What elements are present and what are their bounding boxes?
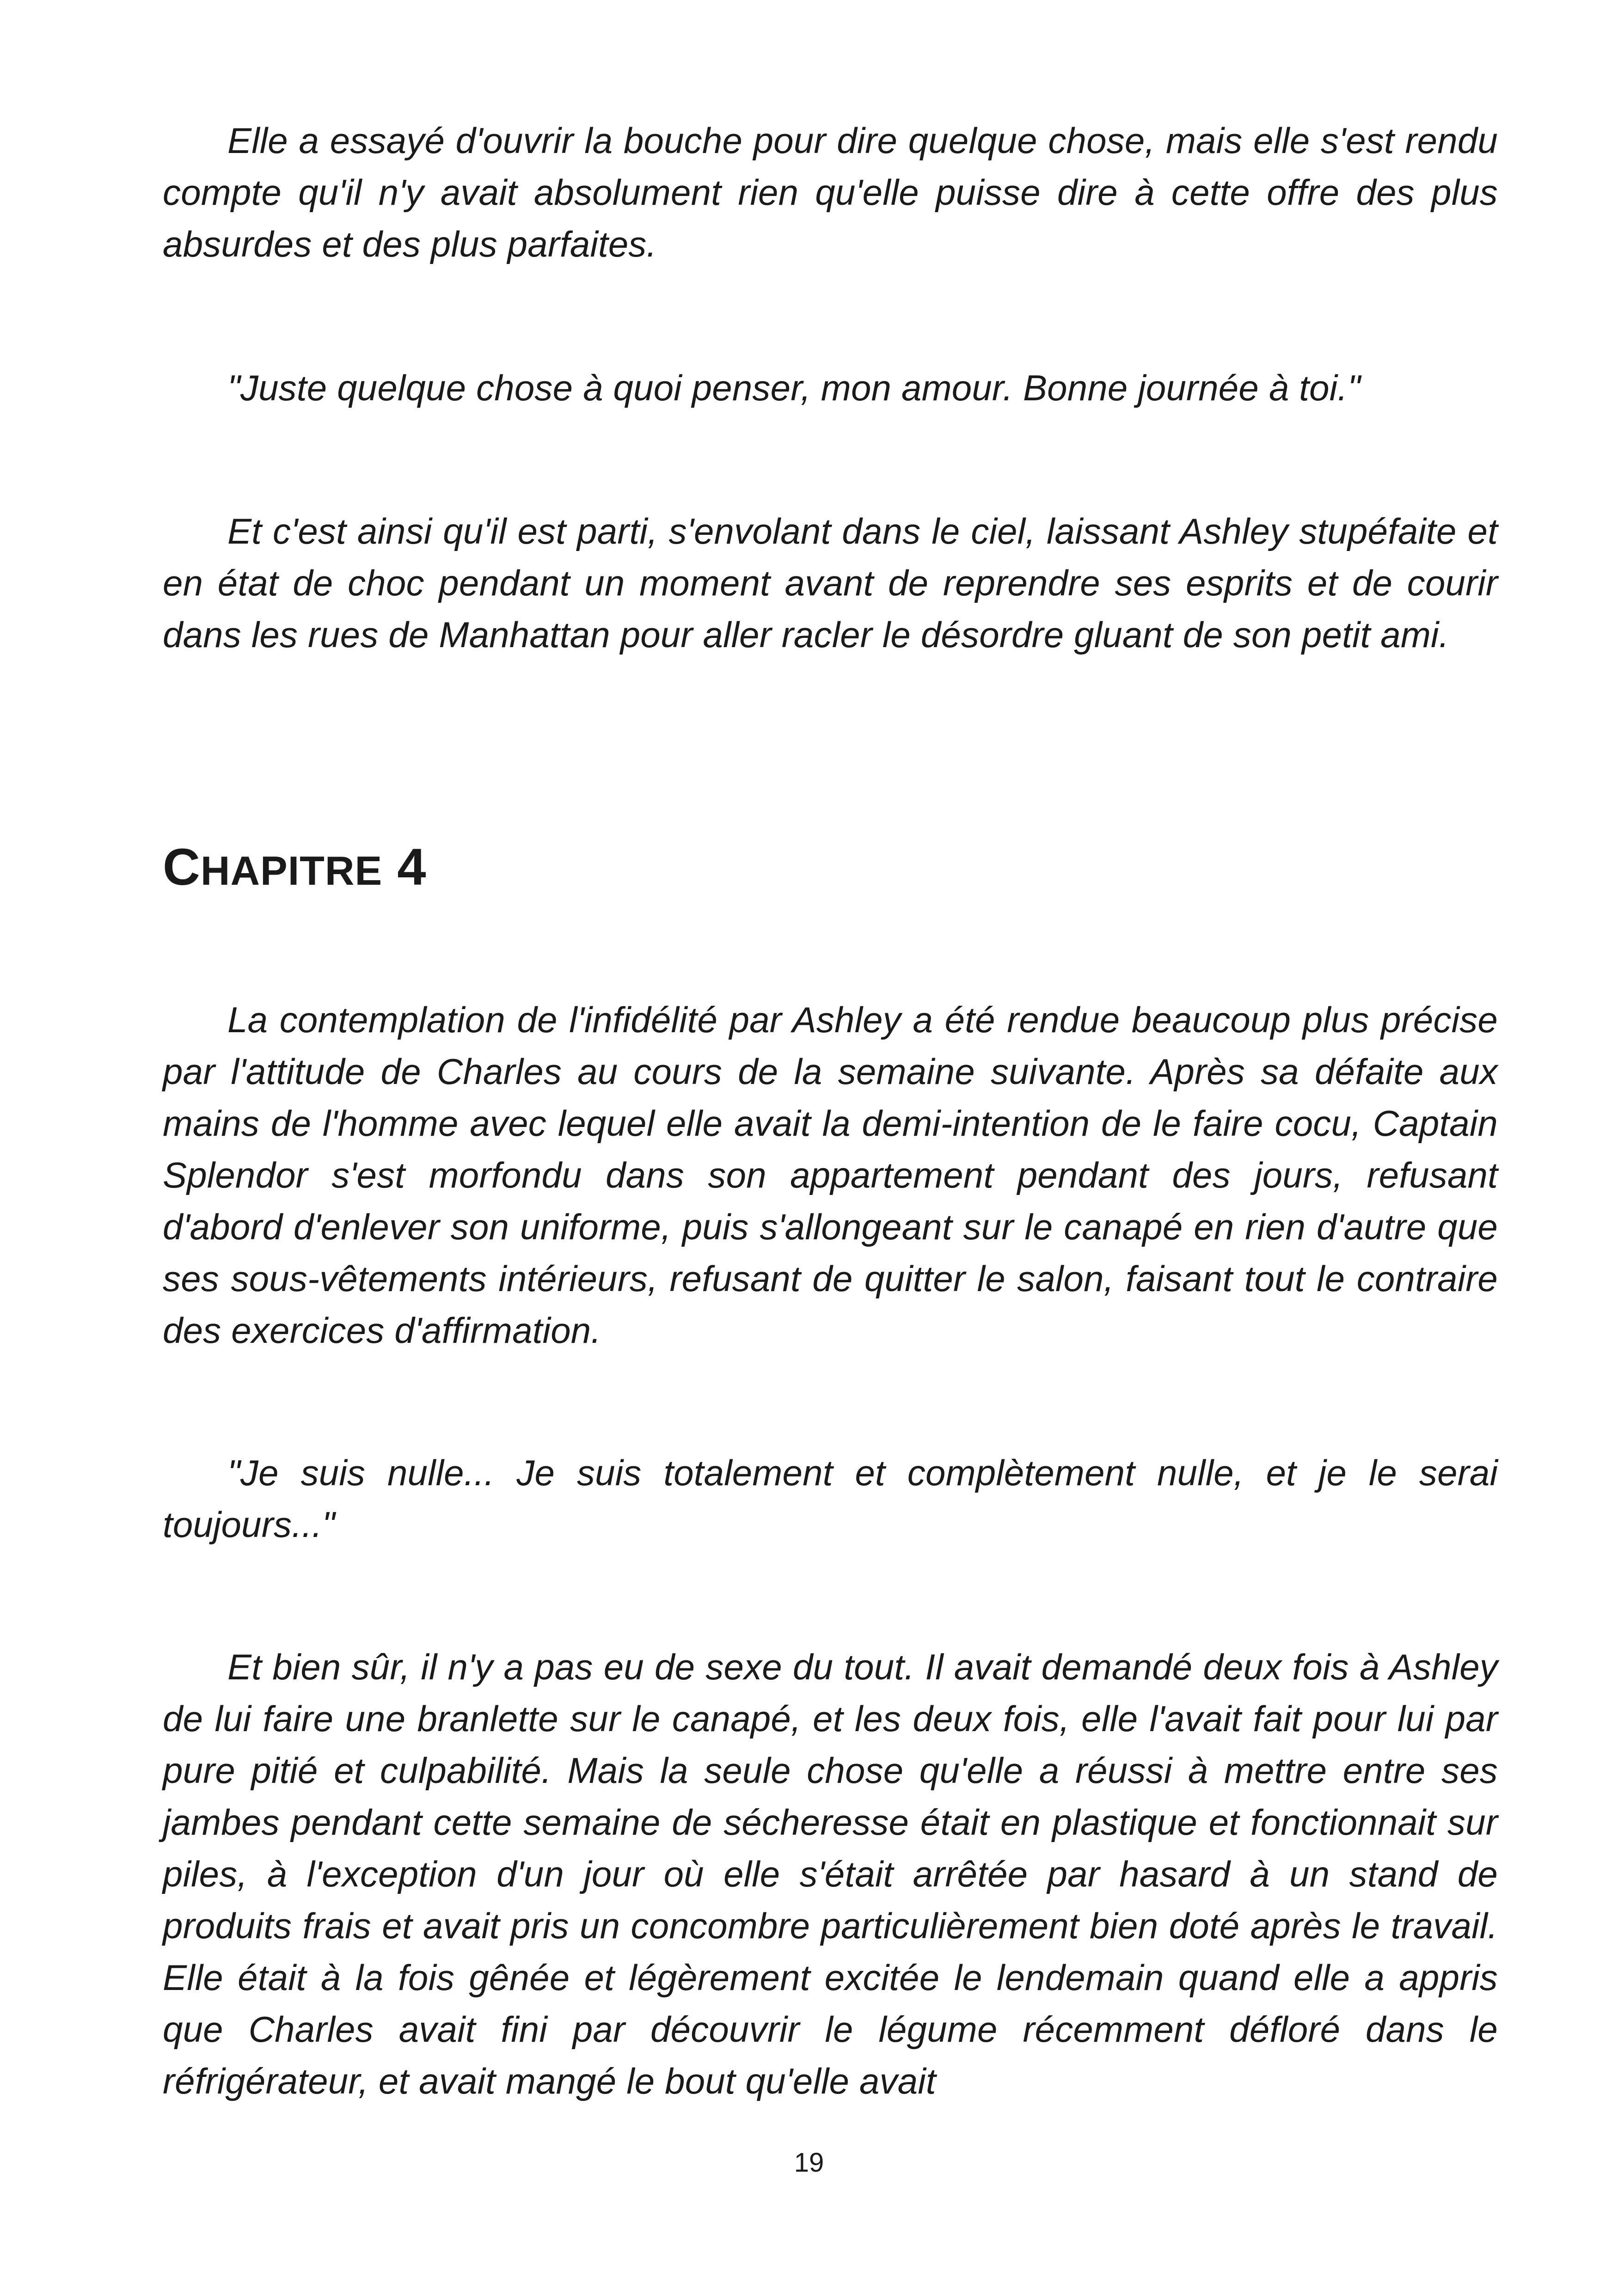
paragraph — [163, 1641, 1498, 2107]
chapter-initial: C — [163, 838, 201, 896]
paragraph-text: La contemplation de l'infidélité par Ashley a été rendue beaucoup plus précise par l'attitude de Charles au cours de la semaine suivante. Après sa défaite aux mains de l'homme avec lequel elle avait la demi-intention de le faire cocu, Captain Splendor s'est morfondu dans son appartement pendant des jours, refusant d'abord d'enlever son uniforme, puis s'allongeant sur le canapé en rien d'autre que ses sous-vêtements intérieurs, refusant de quitter le salon, faisant tout le contraire des exercices d'affirmation. — [163, 999, 1498, 1351]
chapter-label: HAPITRE — [200, 848, 383, 894]
paragraph-text: "Juste quelque chose à quoi penser, mon amour. Bonne journée à toi." — [227, 367, 1361, 408]
dialogue-paragraph — [163, 1447, 1498, 1550]
paragraph — [163, 115, 1498, 270]
paragraph-text: Et bien sûr, il n'y a pas eu de sexe du tout. Il avait demandé deux fois à Ashley de lui faire une branlette sur le canapé, et les deux fois, elle l'avait fait pour lui par pure pitié et culpabilité. Mais la seule chose qu'elle a réussi à mettre entre ses jambes pendant cette semaine de sécheresse était en plastique et fonctionnait sur piles, à l'exception d'un jour où elle s'était arrêtée par hasard à un stand de produits frais et avait pris un concombre particulièrement bien doté après le travail. Elle était à la fois gênée et légèrement excitée le lendemain quand elle a appris que Charles avait fini par découvrir le légume récemment défloré dans le réfrigérateur, et avait mangé le bout qu'elle avait — [163, 1647, 1498, 2101]
chapter-number: 4 — [397, 838, 427, 896]
dialogue-paragraph — [163, 362, 1498, 414]
paragraph — [163, 505, 1498, 661]
paragraph-text: "Je suis nulle... Je suis totalement et complètement nulle, et je le serai toujours..." — [163, 1452, 1498, 1545]
chapter-heading — [163, 835, 1498, 903]
paragraph — [163, 994, 1498, 1356]
paragraph-text: Elle a essayé d'ouvrir la bouche pour dire quelque chose, mais elle s'est rendu compte qu'il n'y avait absolument rien qu'elle puisse dire à cette offre des plus absurdes et des plus parfaites. — [163, 120, 1498, 264]
page-number: 19 — [794, 2148, 824, 2178]
paragraph-text: Et c'est ainsi qu'il est parti, s'envolant dans le ciel, laissant Ashley stupéfaite et en état de choc pendant un moment avant de reprendre ses esprits et de courir dans les rues de Manhattan pour aller racler le désordre gluant de son petit ami. — [163, 511, 1498, 655]
